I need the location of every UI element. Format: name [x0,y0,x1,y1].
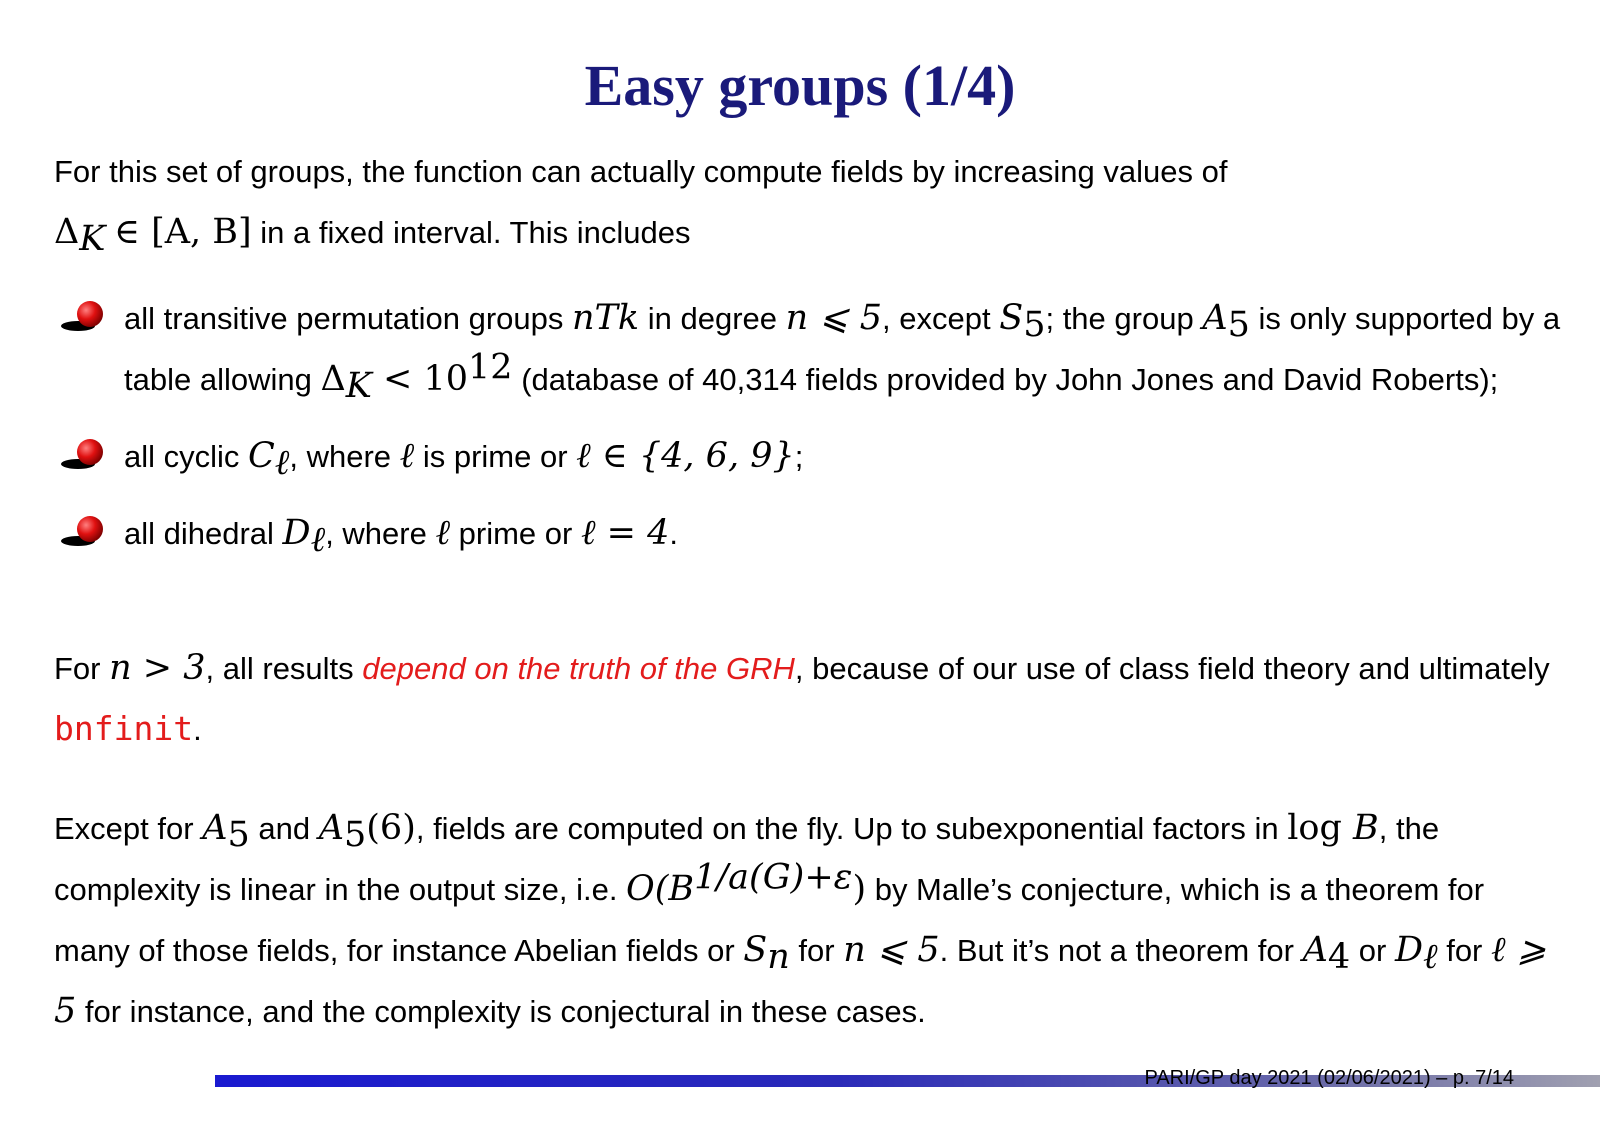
complexity-paragraph [54,798,1564,1042]
math-sub: ℓ [310,520,326,561]
intro-text: For this set of groups, the function can actually compute fields by increasing values of [54,154,1228,189]
math: ℓ = 4 [580,513,670,553]
math: D [282,513,311,553]
math: (6) [366,808,416,848]
text: for [789,933,844,968]
math: ℓ [435,513,451,553]
math: n ⩽ 5 [843,930,940,970]
text: Except for [54,811,203,846]
math: A [1302,930,1328,970]
list-item [54,503,1564,564]
red-ball-bullet-icon [60,300,110,334]
math-sup: 1/a(G)+ε [694,857,853,898]
math: A [1202,298,1228,338]
math-sub: K [79,219,106,260]
text: , the complexity is linear in the output size, i.e. [54,811,1440,907]
grh-text: , because of our use of class field theory and ultimately [794,651,1550,686]
math-sub: 5 [1227,305,1250,346]
math: B [1353,808,1379,848]
math: S [999,298,1024,338]
math: nTk [572,298,640,338]
code-bnfinit: bnfinit [54,709,194,748]
bullet-text: is prime or [414,439,577,474]
math: n ⩽ 5 [785,298,883,338]
math-sub: ℓ [274,443,290,484]
bullet-text: , where [289,439,400,474]
list-item [54,288,1564,410]
math-sub: 4 [1327,937,1351,978]
bullet-text: ; [794,439,804,474]
math: Δ [320,359,346,399]
math-delta: Δ [54,212,80,252]
grh-emphasis: depend on the truth of the GRH [362,651,795,686]
math: C [248,436,275,476]
bullet-text: prime or [450,516,581,551]
text: for instance, and the complexity is conjectural in these cases. [76,994,926,1029]
bullet-text: all cyclic [124,439,249,474]
intro-text-rest: in a fixed interval. This includes [251,215,691,250]
math-sub: n [767,937,790,978]
math: D [1394,930,1424,970]
math: < 10 [371,359,469,399]
text: for [1437,933,1491,968]
slide-title: Easy groups (1/4) [584,53,1016,118]
math: log [1287,808,1354,848]
text: , fields are computed on the fly. Up to subexponential factors in [415,811,1288,846]
bullet-text: ; the group [1045,301,1203,336]
math-sub: 5 [343,815,367,856]
math: A [202,808,228,848]
list-item [54,426,1564,487]
text: or [1350,933,1395,968]
math-sup: 12 [468,347,513,388]
math-sub: ℓ [1423,937,1438,978]
text: and [249,811,319,846]
math: ℓ ∈ {4, 6, 9} [576,436,795,476]
bullet-text: all dihedral [124,516,283,551]
bullet-text: (database of 40,314 fields provided by John Jones and David Roberts); [512,362,1499,397]
bullet-list [54,288,1564,580]
math-interval: ∈ [A, B] [114,212,252,252]
grh-text: For [54,651,110,686]
math: n > 3 [109,648,206,688]
math: ℓ ⩾ 5 [54,930,1547,1031]
red-ball-bullet-icon [60,515,110,549]
math-sub: K [345,366,372,407]
footer-text: PARI/GP day 2021 (02/06/2021) – p. 7/14 [1144,1067,1514,1089]
bullet-text: , except [882,301,1000,336]
math: ℓ [399,436,415,476]
math-sub: 5 [227,815,250,856]
red-ball-bullet-icon [60,438,110,472]
bullet-text: is only supported by a table allowing [124,301,1561,397]
math-sub: 5 [1023,305,1046,346]
grh-text: . [193,712,202,747]
text: by Malle’s conjecture, which is a theorem for many of those fields, for instance Abelian fields or [54,872,1485,968]
math: O(B [626,869,695,909]
grh-paragraph [54,638,1564,760]
bullet-text: , where [325,516,436,551]
text: . But it’s not a theorem for [939,933,1303,968]
bullet-text: in degree [639,301,786,336]
bullet-text: . [669,516,679,551]
math: S [743,930,768,970]
math: A [318,808,344,848]
math: ) [852,869,867,909]
intro-paragraph [54,142,1564,263]
grh-text: , all results [205,651,363,686]
bullet-text: all transitive permutation groups [124,301,573,336]
